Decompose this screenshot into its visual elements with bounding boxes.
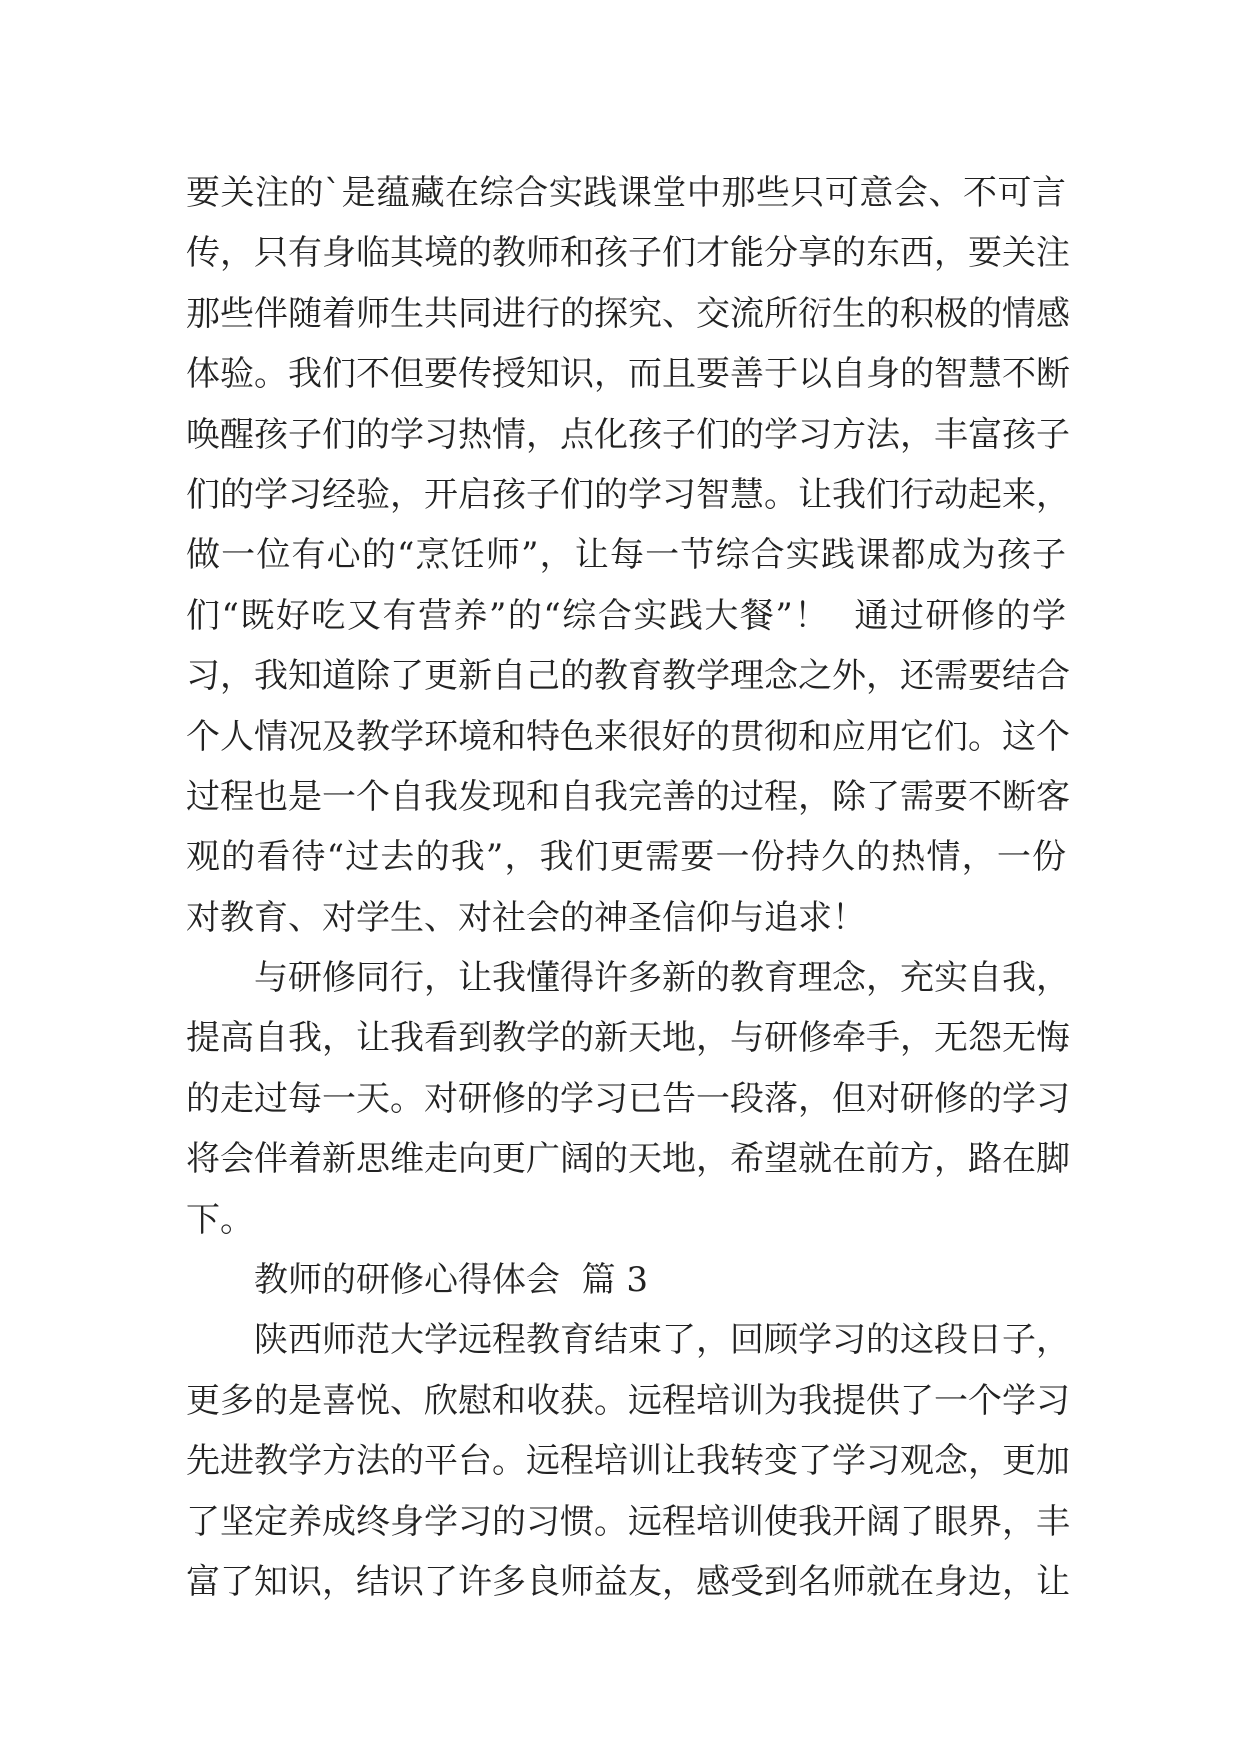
text-line: 传，只有身临其境的教师和孩子们才能分享的东西，要关注 xyxy=(186,233,1070,274)
text-line: 与研修同行，让我懂得许多新的教育理念，充实自我， xyxy=(254,958,1070,999)
text-line: 要关注的`是蕴藏在综合实践课堂中那些只可意会、不可言 xyxy=(186,173,1066,213)
text-line: 个人情况及教学环境和特色来很好的贯彻和应用它们。这个 xyxy=(186,716,1070,757)
section-heading xyxy=(186,1250,1066,1310)
text-line: 们的学习经验，开启孩子们的学习智慧。让我们行动起来， xyxy=(186,474,1070,515)
text-line: 的走过每一天。对研修的学习已告一段落，但对研修的学习 xyxy=(186,1078,1070,1119)
text-line: 观的看待“过去的我”，我们更需要一份持久的热情，一份 xyxy=(186,837,1066,878)
text-line: 体验。我们不但要传授知识，而且要善于以自身的智慧不断 xyxy=(186,354,1070,395)
paragraph xyxy=(186,163,1070,948)
text-line: 将会伴着新思维走向更广阔的天地，希望就在前方，路在脚 xyxy=(186,1139,1070,1180)
text-line: 那些伴随着师生共同进行的探究、交流所衍生的积极的情感 xyxy=(186,293,1070,334)
text-line: 陕西师范大学远程教育结束了，回顾学习的这段日子， xyxy=(254,1320,1070,1361)
text-line: 过程也是一个自我发现和自我完善的过程，除了需要不断客 xyxy=(186,776,1070,817)
text-line: 们“既好吃又有营养”的“综合实践大餐”！ 通过研修的学 xyxy=(186,595,1066,636)
section-title: 教师的研修心得体会 篇 3 xyxy=(254,1260,649,1301)
text-line: 了坚定养成终身学习的习惯。远程培训使我开阔了眼界，丰 xyxy=(186,1501,1070,1542)
text-line: 更多的是喜悦、欣慰和收获。远程培训为我提供了一个学习 xyxy=(186,1380,1070,1421)
text-line: 做一位有心的“烹饪师”，让每一节综合实践课都成为孩子 xyxy=(186,535,1066,576)
text-line: 提高自我，让我看到教学的新天地，与研修牵手，无怨无悔 xyxy=(186,1018,1070,1059)
document-body xyxy=(186,163,1070,1612)
text-line: 先进教学方法的平台。远程培训让我转变了学习观念，更加 xyxy=(186,1441,1070,1482)
text-line: 下。 xyxy=(186,1199,254,1240)
paragraph xyxy=(186,1310,1070,1612)
text-line: 唤醒孩子们的学习热情，点化孩子们的学习方法，丰富孩子 xyxy=(186,414,1070,455)
text-line: 习，我知道除了更新自己的教育教学理念之外，还需要结合 xyxy=(186,656,1070,697)
text-line: 富了知识，结识了许多良师益友，感受到名师就在身边，让 xyxy=(186,1561,1070,1602)
text-line: 对教育、对学生、对社会的神圣信仰与追求！ xyxy=(186,897,866,938)
paragraph xyxy=(186,948,1070,1250)
